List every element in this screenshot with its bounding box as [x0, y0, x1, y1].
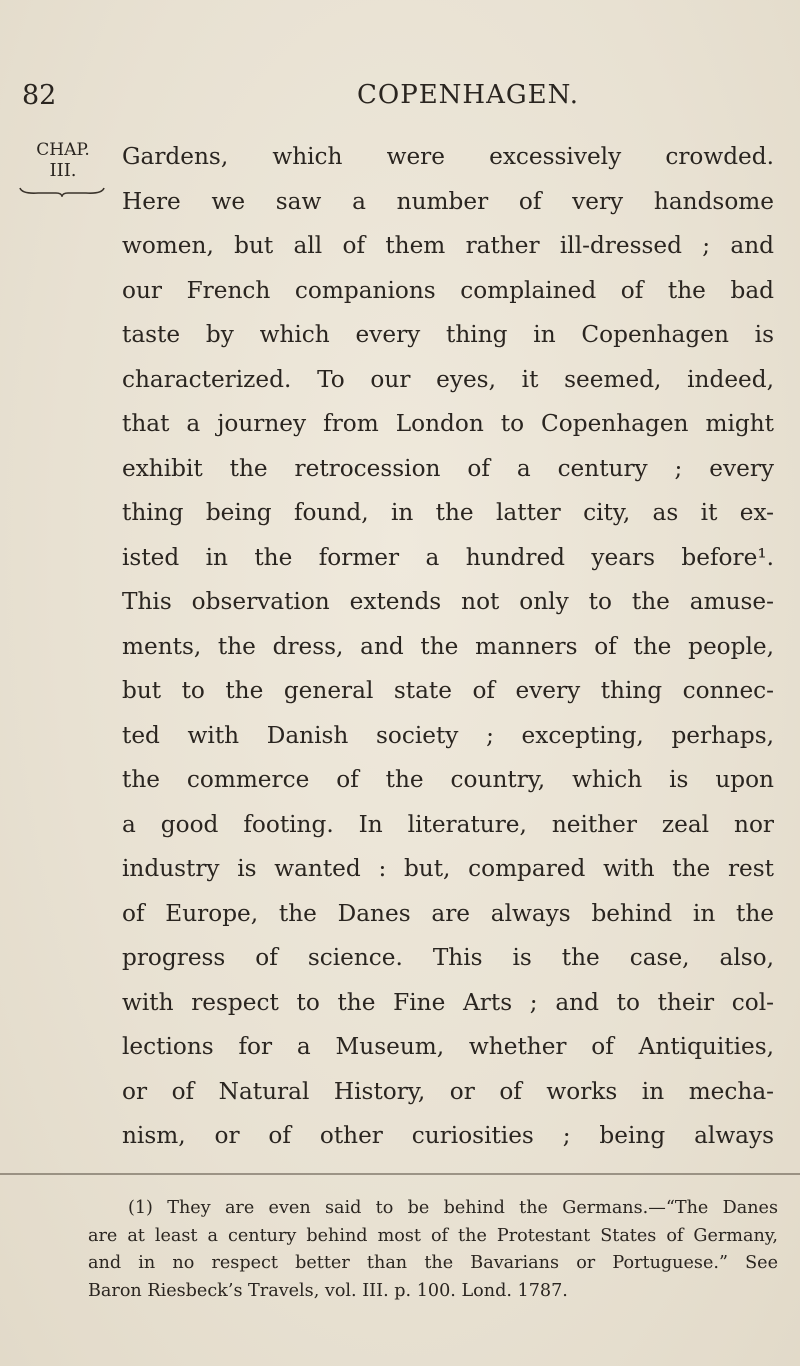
chapter-label: CHAP. [36, 140, 90, 160]
page-number: 82 [22, 80, 57, 111]
body-line: industry is wanted : but, compared with the rest [122, 855, 774, 882]
body-line: that a journey from London to Copenhagen might [122, 410, 774, 437]
body-text [122, 135, 774, 1159]
margin-brace-icon [18, 187, 106, 197]
body-line: characterized. To our eyes, it seemed, indeed, [122, 365, 774, 393]
body-line: taste by which every thing in Copenhagen is [122, 321, 774, 348]
footnote-line: and in no respect better than the Bavarians or Portuguese.” See [88, 1253, 778, 1273]
body-line: Gardens, which were excessively crowded. [122, 143, 774, 170]
body-line: women, but all of them rather ill-dressed ; and [122, 232, 774, 259]
footnote [88, 1195, 778, 1305]
running-head: COPENHAGEN. [357, 80, 579, 110]
body-line: ted with Danish society ; excepting, perhaps, [122, 721, 774, 749]
body-line: our French companions complained of the bad [122, 276, 774, 304]
body-line: a good footing. In literature, neither zeal nor [122, 810, 774, 838]
body-line: or of Natural History, or of works in mecha- [122, 1077, 774, 1105]
body-line: but to the general state of every thing connec- [122, 677, 774, 704]
body-line: This observation extends not only to the amuse- [122, 588, 774, 615]
footnote-rule [0, 1173, 800, 1175]
footnote-line: are at least a century behind most of the Protestant States of Germany, [88, 1225, 778, 1246]
body-line: of Europe, the Danes are always behind in the [122, 899, 774, 927]
body-line: isted in the former a hundred years before¹. [122, 543, 774, 571]
body-line: ments, the dress, and the manners of the people, [122, 632, 774, 660]
body-line: nism, or of other curiosities ; being always [122, 1122, 774, 1149]
body-line: lections for a Museum, whether of Antiquities, [122, 1033, 774, 1060]
body-line: the commerce of the country, which is upon [122, 766, 774, 793]
chapter-numeral: III. [49, 160, 77, 182]
body-line: exhibit the retrocession of a century ; every [122, 454, 774, 482]
body-line: Here we saw a number of very handsome [122, 187, 774, 215]
body-line: thing being found, in the latter city, as it ex- [122, 499, 774, 526]
footnote-line: Baron Riesbeck’s Travels, vol. III. p. 100. Lond. 1787. [88, 1280, 568, 1301]
footnote-line: (1) They are even said to be behind the Germans.—“The Danes [128, 1198, 778, 1218]
margin-chapter-note [18, 140, 108, 182]
body-line: with respect to the Fine Arts ; and to their col- [122, 988, 774, 1016]
body-line: progress of science. This is the case, also, [122, 944, 774, 971]
